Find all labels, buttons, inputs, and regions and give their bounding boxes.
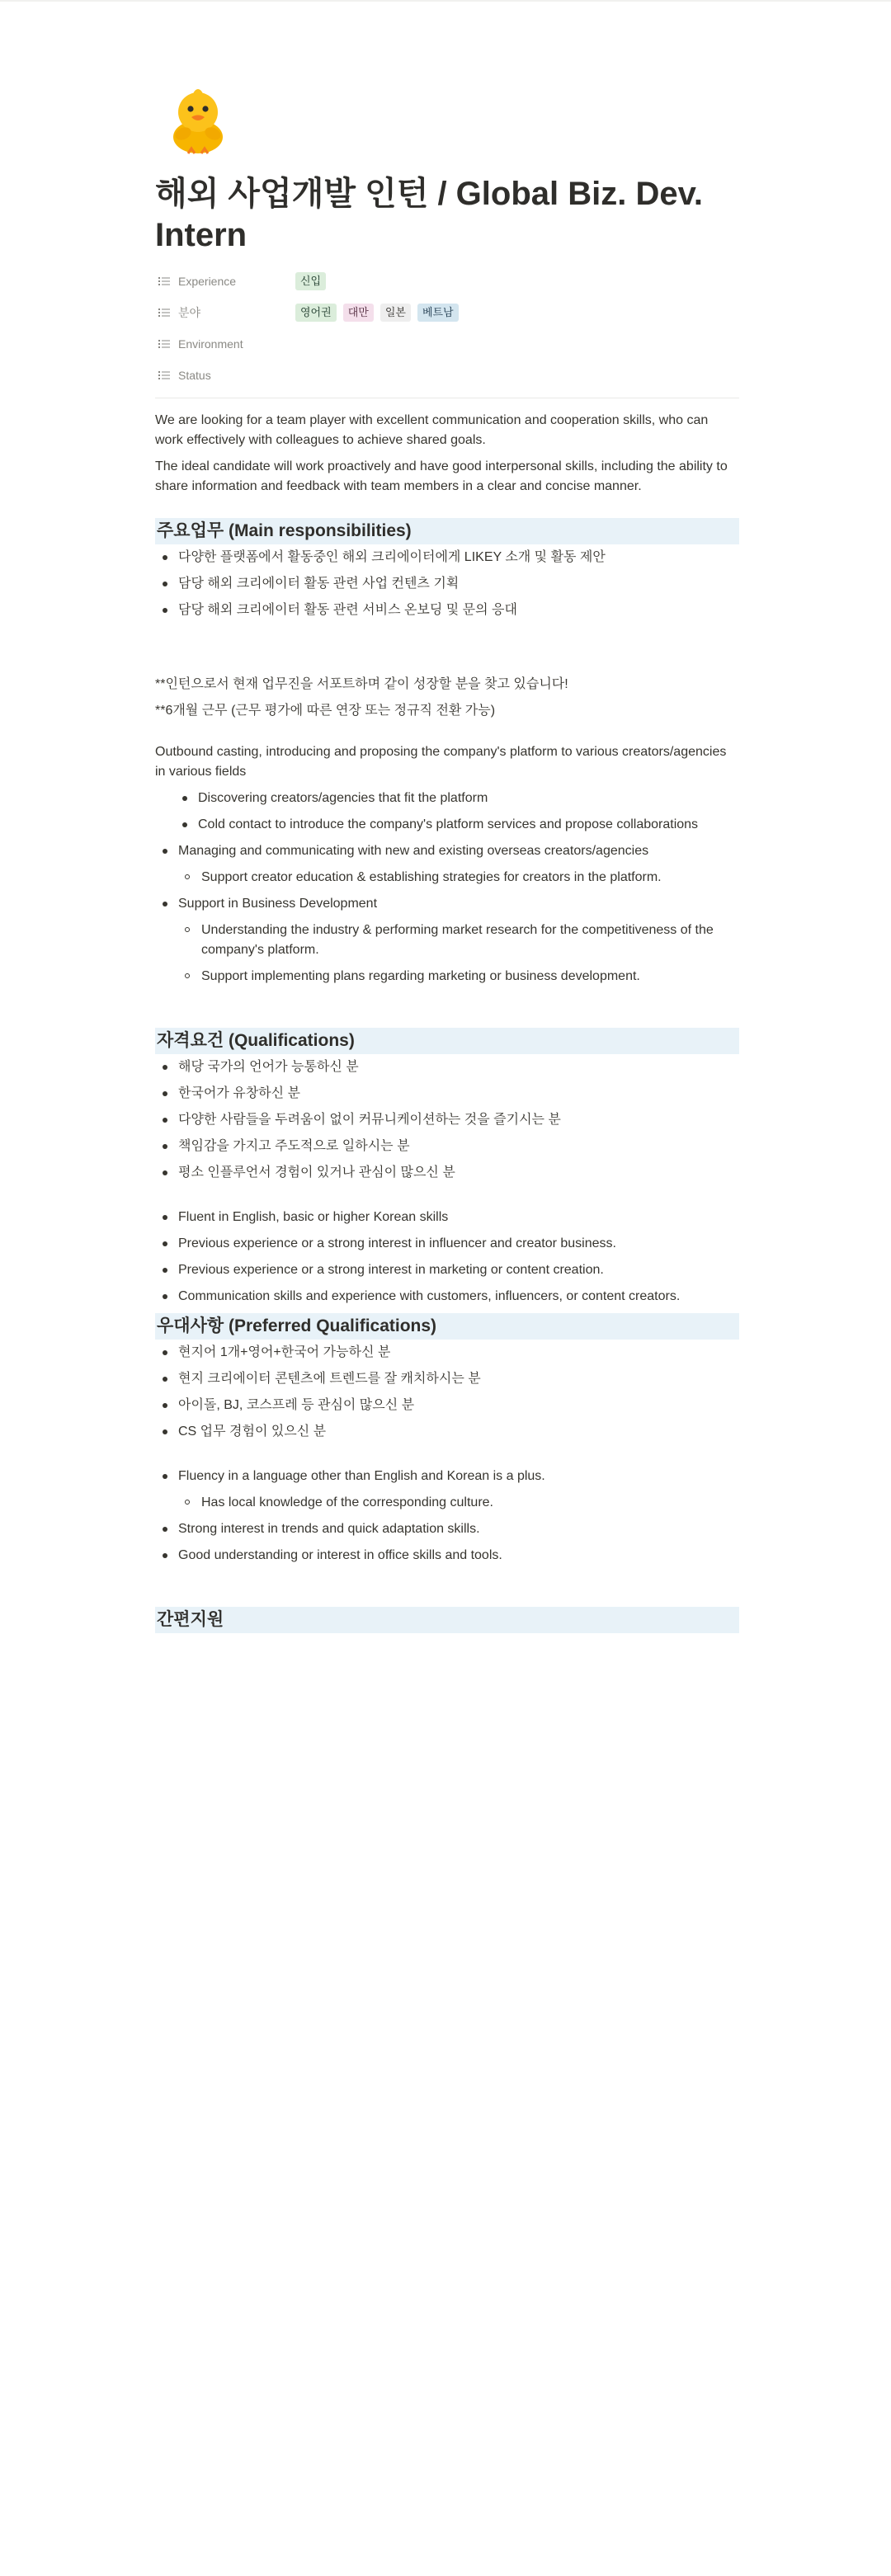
tag: 베트남 [417, 304, 459, 322]
qualifications-en-list [155, 1208, 739, 1307]
property-label: Status [178, 369, 211, 382]
property-label: 분야 [178, 306, 201, 319]
heading-apply: 간편지원 [155, 1607, 739, 1633]
heading-qualifications: 자격요건 (Qualifications) [155, 1028, 739, 1054]
list-icon [158, 275, 170, 287]
list-item: 한국어가 유창하신 분 [155, 1084, 739, 1104]
list-item: 다양한 플랫폼에서 활동중인 해외 크리에이터에게 LIKEY 소개 및 활동 제안 [155, 548, 739, 567]
heading-preferred: 우대사항 (Preferred Qualifications) [155, 1313, 739, 1340]
property-label: Experience [178, 275, 237, 288]
preferred-kr-list [155, 1343, 739, 1442]
sub-list-item: Understanding the industry & performing market research for the competitiveness of the company's platform. [178, 921, 739, 960]
list-item: Support in Business Development Understanding the industry & performing market research for the competitiveness of the company's platform. Support implementing plans regarding marketing or business development. [155, 894, 739, 987]
property-status[interactable] [155, 360, 739, 391]
sub-list-item: Support creator education & establishing strategies for creators in the platform. [178, 868, 739, 888]
intro-paragraph: We are looking for a team player with excellent communication and cooperation skills, who can work effectively with colleagues to achieve shared goals. [155, 413, 709, 447]
heading-responsibilities: 주요업무 (Main responsibilities) [155, 518, 739, 544]
responsibilities-kr-list [155, 548, 739, 620]
list-item: 아이돌, BJ, 코스프레 등 관심이 많으신 분 [155, 1396, 739, 1415]
list-item: 책임감을 가지고 주도적으로 일하시는 분 [155, 1137, 739, 1156]
note-text: **6개월 근무 (근무 평가에 따른 연장 또는 정규직 전환 가능) [155, 704, 496, 718]
list-icon [158, 307, 170, 318]
list-icon [158, 370, 170, 381]
page-content [155, 411, 739, 1636]
tag: 일본 [380, 304, 411, 322]
chick-emoji-icon[interactable] [158, 79, 238, 158]
responsibilities-en-lead-list [155, 789, 739, 835]
tag: 대만 [343, 304, 374, 322]
property-values[interactable] [295, 272, 326, 290]
preferred-en-list [155, 1467, 739, 1566]
list-item: 담당 해외 크리에이터 활동 관련 사업 컨텐츠 기획 [155, 574, 739, 594]
top-border [0, 0, 891, 2]
qualifications-kr-list [155, 1057, 739, 1183]
list-item: Strong interest in trends and quick adaptation skills. [155, 1519, 739, 1539]
list-item: CS 업무 경험이 있으신 분 [155, 1422, 739, 1442]
list-item: 현지 크리에이터 콘텐츠에 트렌드를 잘 캐치하시는 분 [155, 1369, 739, 1389]
en-lead-text: Outbound casting, introducing and proposing the company's platform to various creators/agencies in various fields [155, 745, 727, 779]
sub-list-item: Has local knowledge of the corresponding culture. [178, 1493, 739, 1513]
list-item: Fluent in English, basic or higher Korean skills [155, 1208, 739, 1227]
list-item: Communication skills and experience with customers, influencers, or content creators. [155, 1287, 739, 1307]
list-item: 현지어 1개+영어+한국어 가능하신 분 [155, 1343, 739, 1363]
list-item: Fluency in a language other than English and Korean is a plus. Has local knowledge of the corresponding culture. [155, 1467, 739, 1513]
page-title: 해외 사업개발 인턴 / Global Biz. Dev. Intern [155, 176, 704, 253]
list-item: 해당 국가의 언어가 능통하신 분 [155, 1057, 739, 1077]
property-experience[interactable] [155, 266, 739, 297]
tag: 영어권 [295, 304, 337, 322]
sub-list-item: Support implementing plans regarding marketing or business development. [178, 967, 739, 987]
list-item: Previous experience or a strong interest in marketing or content creation. [155, 1260, 739, 1280]
property-values[interactable] [295, 304, 459, 322]
list-item: Good understanding or interest in office skills and tools. [155, 1546, 739, 1566]
property-label: Environment [178, 337, 243, 351]
list-item: Managing and communicating with new and existing overseas creators/agencies Support creator education & establishing strategies for creators in the platform. [155, 841, 739, 888]
tag: 신입 [295, 272, 326, 290]
property-field[interactable] [155, 297, 739, 328]
list-item: Previous experience or a strong interest in influencer and creator business. [155, 1234, 739, 1254]
page-properties [155, 266, 739, 391]
list-item: 다양한 사람들을 두려움이 없이 커뮤니케이션하는 것을 즐기시는 분 [155, 1110, 739, 1130]
list-item: Cold contact to introduce the company's platform services and propose collaborations [155, 815, 739, 835]
list-item: 평소 인플루언서 경험이 있거나 관심이 많으신 분 [155, 1163, 739, 1183]
list-item: Discovering creators/agencies that fit the platform [155, 789, 739, 808]
intro-paragraph: The ideal candidate will work proactively and have good interpersonal skills, including the ability to share information and feedback with team members in a clear and concise manner. [155, 459, 728, 493]
list-item: 담당 해외 크리에이터 활동 관련 서비스 온보딩 및 문의 응대 [155, 600, 739, 620]
responsibilities-en-list [155, 841, 739, 987]
list-icon [158, 338, 170, 350]
note-text: **인턴으로서 현재 업무진을 서포트하며 같이 성장할 분을 찾고 있습니다! [155, 677, 568, 691]
property-environment[interactable] [155, 328, 739, 360]
